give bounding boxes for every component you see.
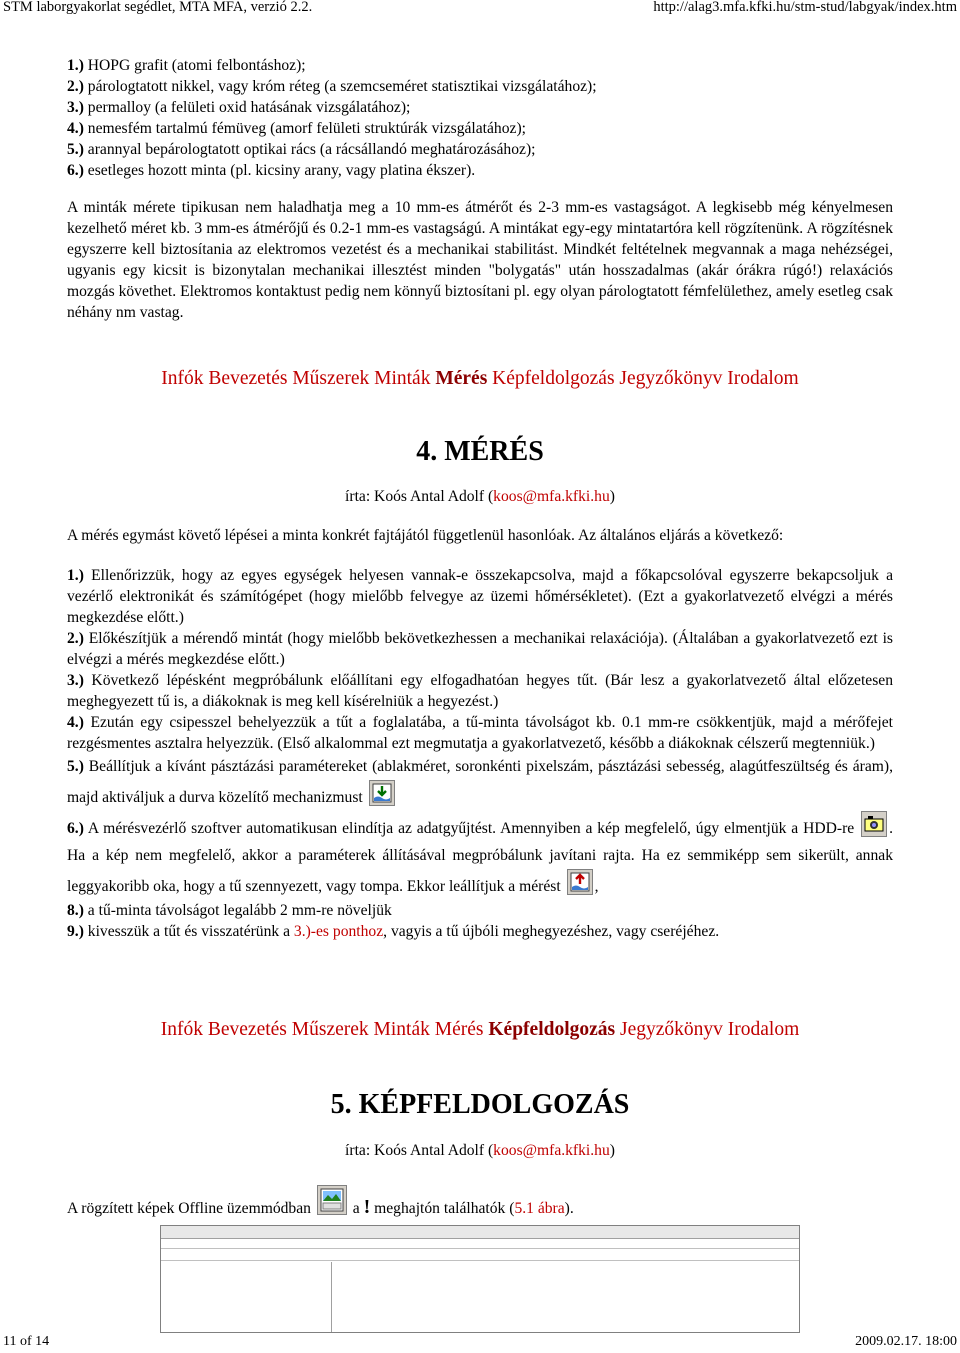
author-email-link[interactable]: koos@mfa.kfki.hu — [493, 1142, 610, 1159]
list-item: 5.) arannyal bepárologtatott optikai rács (a rácsállandó meghatározásához); — [67, 141, 536, 158]
step-item: 4.) Ezután egy csipesszel behelyezzük a tűt a foglalatába, a tű-minta távolságot kb. 0.1 mm-re csökkentjük, majd a mérőfejet rezgésmentes asztalra helyezzük. (Első alkalommal ezt megmutatja a gyakorlatvezető, később a diákoknak célszerű megtenniük.) — [67, 714, 893, 752]
window-titlebar — [161, 1226, 799, 1239]
list-item: 6.) esetleges hozott minta (pl. kicsiny arany, vagy platina ékszer). — [67, 162, 476, 179]
divider — [161, 1260, 799, 1261]
nav-link-mintak[interactable]: Minták — [373, 1019, 430, 1040]
nav-link-bevezetes[interactable]: Bevezetés — [208, 368, 288, 389]
section-4-intro: A mérés egymást követő lépései a minta konkrét fajtájától függetlenül hasonlóak. Az általános eljárás a következő: — [67, 527, 784, 544]
approach-icon[interactable] — [369, 780, 395, 806]
section-5-byline: írta: Koós Antal Adolf (koos@mfa.kfki.hu) — [345, 1142, 615, 1159]
nav-current-meres: Mérés — [435, 368, 488, 389]
section-4-steps — [67, 565, 893, 942]
section-5-title: 5. KÉPFELDOLGOZÁS — [330, 1089, 630, 1120]
nav-link-irodalom[interactable]: Irodalom — [727, 368, 799, 389]
header-url: http://alag3.mfa.kfki.hu/stm-stud/labgyak/index.htm — [653, 0, 957, 15]
step-item: 1.) Ellenőrizzük, hogy az egyes egységek helyesen vannak-e összekapcsolva, majd a főkapcsolóval egyszerre bekapcsoljuk a vezérlő elektronikát és számítógépet (hogy mielőbb felvegye az üzemi hőmérsékletet). (Ezt a gyakorlatvezető elvégzi a mérés megkezdése előtt.) — [67, 567, 893, 626]
samples-list — [67, 55, 893, 181]
nav-link-kepfeldolgozas[interactable]: Képfeldolgozás — [492, 368, 615, 389]
nav-link-meres[interactable]: Mérés — [434, 1019, 484, 1040]
section-nav-kepfeldolgozas — [0, 1018, 960, 1042]
header-title: STM laborgyakorlat segédlet, MTA MFA, verzió 2.2. — [3, 0, 313, 15]
nav-link-jegyzokonyv[interactable]: Jegyzőkönyv — [619, 368, 723, 389]
step-item: 2.) Előkészítjük a mérendő mintát (hogy mielőbb bekövetkezhessen a mechanikai relaxációja). (Általában a gyakorlatvezető ezt is elvégzi a mérés megkezdése előtt.) — [67, 630, 893, 668]
section-4-byline: írta: Koós Antal Adolf (koos@mfa.kfki.hu) — [345, 488, 615, 505]
step-item: 6.) A mérésvezérlő szoftver automatikusan elindítja az adatgyűjtést. Amennyiben a kép megfelelő, úgy elmentjük a HDD-re . Ha a kép nem megfelelő, akkor a paraméterek állításával megpróbálunk javítani rajta. Ha ez semmiképp sem sikerült, annak leggyakoribb oka, hogy a tű szennyezett, vagy tompa. Ekkor leállítjuk a mérést , — [67, 811, 893, 900]
author-email-link[interactable]: koos@mfa.kfki.hu — [493, 488, 610, 505]
offline-mode-icon[interactable] — [317, 1185, 347, 1215]
list-item: 3.) permalloy (a felületi oxid hatásának vizsgálatához); — [67, 99, 411, 116]
print-header — [0, 0, 960, 20]
section-4-title: 4. MÉRÉS — [416, 436, 544, 467]
stop-scan-icon[interactable] — [567, 869, 593, 895]
nav-current-kepfeldolgozas: Képfeldolgozás — [488, 1019, 616, 1040]
section-5-text: A rögzített képek Offline üzemmódban a ! meghajtón találhatók (5.1 ábra). — [67, 1185, 893, 1224]
page-number: 11 of 14 — [3, 1334, 50, 1349]
step-3-link[interactable]: 3.)-es ponthoz — [293, 923, 384, 940]
figure-5-1-link[interactable]: 5.1 ábra — [514, 1200, 565, 1217]
step-item: 8.) a tű-minta távolságot legalább 2 mm-re növeljük — [67, 902, 392, 919]
screenshot-figure — [160, 1225, 800, 1333]
section-nav-mérés — [0, 367, 960, 391]
list-item: 4.) nemesfém tartalmú fémüveg (amorf felületi struktúrák vizsgálatához); — [67, 120, 526, 137]
list-item: 1.) HOPG grafit (atomi felbontáshoz); — [67, 57, 306, 74]
nav-link-irodalom[interactable]: Irodalom — [727, 1019, 800, 1040]
nav-link-mintak[interactable]: Minták — [374, 368, 431, 389]
step-item: 3.) Következő lépésként megpróbálunk előállítani egy elfogadhatóan hegyes tűt. (Bár lesz a gyakorlatvezető által előzetesen meghegyezett tű is, a diákoknak is meg kell kísérelniük a hegyezést.) — [67, 672, 893, 710]
nav-link-infok[interactable]: Infók — [161, 368, 204, 389]
step-item: 5.) Beállítjuk a kívánt pásztázási paramétereket (ablakméret, soronkénti pixelszám, pásztázási sebesség, alagútfeszültség és áram), majd aktiváljuk a durva közelítő mechanizmust — [67, 758, 893, 806]
nav-link-bevezetes[interactable]: Bevezetés — [207, 1019, 287, 1040]
step-item: 9.) kivesszük a tűt és visszatérünk a 3.)-es ponthoz, vagyis a tű újbóli meghegyezéshez, vagy cseréjéhez. — [67, 923, 720, 940]
sample-size-paragraph: A minták mérete tipikusan nem haladhatja meg a 10 mm-es átmérőt és 2-3 mm-es vastagságot. A legkisebb még kényelmesen kezelhető méret kb. 3 mm-es átmérőjű és 0.2-1 mm-es vastagságú. A mintákat egy-egy mintatartóra kell rögzítenünk. A rögzítésnek egyszerre kell biztosítania az elektromos vezetést és a mechanikai stabilitást. Mindkét feltételnek megvannak a maga nehézségei, ugyanis egy kicsit is bizonytalan mechanikai illesztést minden "bolygatás" után hosszadalmas (akár órákra rúgó!) relaxációs mozgás követhet. Elektromos kontaktust pedig nem könnyű biztosítani pl. egy olyan párologtatott fémfelülethez, amely esetleg csak néhány nm vastag. — [67, 199, 893, 321]
print-timestamp: 2009.02.17. 18:00 — [855, 1334, 957, 1349]
nav-link-infok[interactable]: Infók — [160, 1019, 203, 1040]
divider — [161, 1248, 799, 1249]
nav-link-muszerek[interactable]: Műszerek — [291, 1019, 369, 1040]
side-panel — [161, 1262, 332, 1332]
list-item: 2.) párologtatott nikkel, vagy króm réteg (a szemcseméret statisztikai vizsgálatához); — [67, 78, 597, 95]
nav-link-muszerek[interactable]: Műszerek — [292, 368, 370, 389]
save-camera-icon[interactable] — [861, 811, 887, 837]
nav-link-jegyzokonyv[interactable]: Jegyzőkönyv — [620, 1019, 723, 1040]
